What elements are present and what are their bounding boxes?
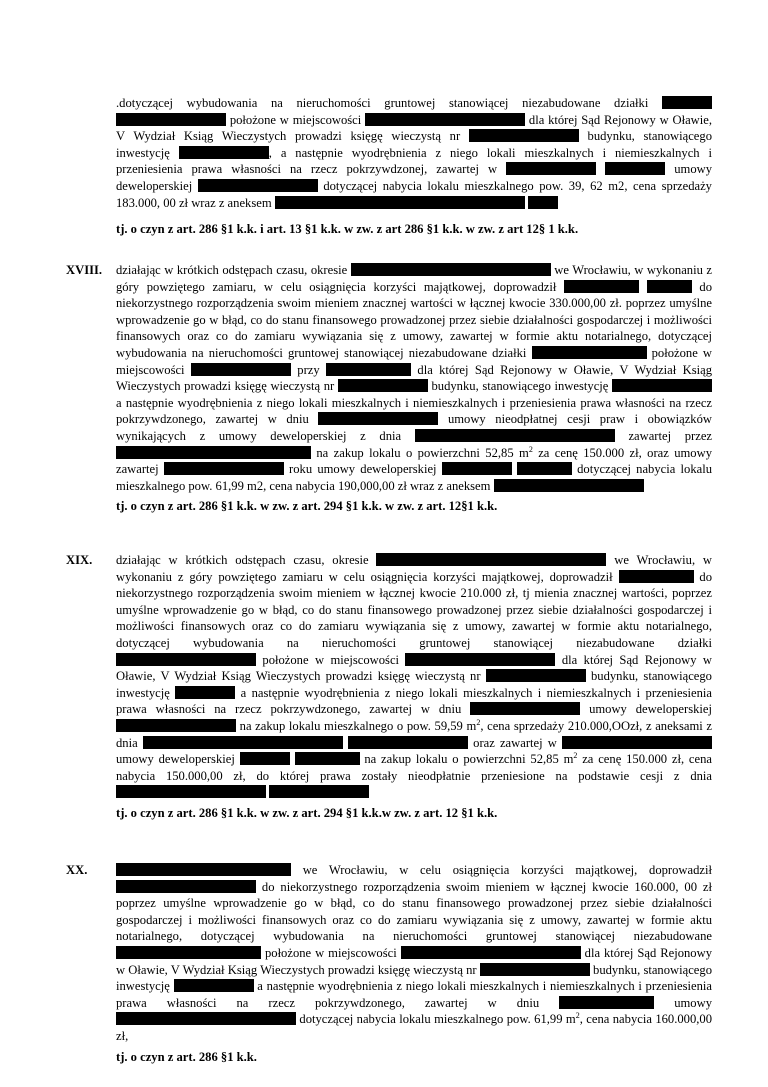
redaction (175, 686, 235, 699)
redaction (612, 379, 712, 392)
redaction (326, 363, 411, 376)
redaction (365, 113, 525, 126)
legal-charge: tj. o czyn z art. 286 §1 k.k. (116, 1049, 257, 1064)
redaction (269, 785, 369, 798)
count-number: XX. (66, 863, 88, 877)
redaction (179, 146, 269, 159)
redaction (415, 429, 615, 442)
redaction (494, 479, 644, 492)
redaction (240, 752, 290, 765)
legal-charge: tj. o czyn z art. 286 §1 k.k. w zw. z art. 294 §1 k.k. w zw. z art. 12§1 k.k. (116, 499, 498, 514)
redaction (647, 280, 692, 293)
intro-text: .dotyczącej wybudowania na nieruchomości gruntowej stanowiącej niezabudowane działki położone w miejscowości dla której Sąd Rejonowy w Oławie, V Wydział Ksiąg Wieczystych prowadzi księgę wieczystą nr budynku, stanowiącego inwestycję , a następnie wyodrębnienia z niego lokali mieszkalnych i niemieszkalnych i przeniesienia prawa własności na rzecz pokrzywdzonej, zawartej w umowy deweloperskiej dotyczącej nabycia lokalu mieszkalnego pow. 39, 62 m2, cena sprzedaży 183.000, 00 zł wraz z aneksem (116, 96, 713, 210)
redaction (470, 702, 580, 715)
redaction (442, 462, 512, 475)
redaction (116, 113, 226, 126)
redaction (532, 346, 647, 359)
redaction (318, 412, 438, 425)
redaction (351, 263, 551, 276)
redaction (506, 162, 596, 175)
redaction (619, 570, 694, 583)
redaction (116, 946, 261, 959)
intro-paragraph (116, 95, 712, 238)
legal-charge: tj. o czyn z art. 286 §1 k.k. w zw. z art. 294 §1 k.k.w zw. z art. 12 §1 k.k. (116, 805, 498, 820)
redaction (376, 553, 606, 566)
redaction (116, 719, 236, 732)
redaction (480, 963, 590, 976)
count-text: działając w krótkich odstępach czasu, okresie we Wrocławiu, w wykonaniu z góry powziętego zamiaru, w celu osiągnięcia korzyści majątkowej, doprowadził do niekorzystnego rozporządzenia swoim mieniem znacznej wartości w łącznej kwocie 330.000,00 zł. poprzez umyślne wprowadzenie go w błąd, co do stanu finansowego prowadzonej przez siebie działalności gospodarczej i możliwości finansowych oraz co do zamiaru wywiązania się z umowy, zawartej w formie aktu notarialnego, dotyczącej wybudowania na nieruchomości gruntowej stanowiącej niezabudowane działki położone w miejscowości przy dla której Sąd Rejonowy w Oławie, V Wydział Ksiąg Wieczystych prowadzi księgę wieczystą nr budynku, stanowiącego inwestycję a następnie wyodrębnienia z niego lokali mieszkalnych i niemieszkalnych i przeniesienia prawa własności na rzecz pokrzywdzonego, zawartej w dniu umowy nieodpłatnej cesji praw i obowiązków wynikających z umowy deweloperskiej z dnia zawartej przez na zakup lokalu o powierzchni 52,85 $m^2$ za cenę 150.000 zł, oraz umowy zawartej roku umowy deweloperskiej dotyczącej nabycia lokalu mieszkalnego pow. 61,99 m2, cena nabycia 190,000,00 zł wraz z aneksem (116, 263, 713, 493)
redaction (486, 669, 586, 682)
redaction (116, 653, 256, 666)
redaction (605, 162, 665, 175)
redaction (191, 363, 291, 376)
redaction (338, 379, 428, 392)
redaction (116, 446, 311, 459)
count-xix (66, 552, 712, 822)
redaction (116, 1012, 296, 1025)
redaction (517, 462, 572, 475)
redaction (559, 996, 654, 1009)
redaction (562, 736, 712, 749)
legal-charge: tj. o czyn z art. 286 §1 k.k. i art. 13 §1 k.k. w zw. z art 286 §1 k.k. w zw. z art 12§ 1 k.k. (116, 222, 579, 237)
redaction (662, 96, 712, 109)
redaction (469, 129, 579, 142)
redaction (348, 736, 468, 749)
redaction (405, 653, 555, 666)
redaction (295, 752, 360, 765)
redaction (164, 462, 284, 475)
redaction (528, 196, 558, 209)
redaction (116, 880, 256, 893)
count-xviii (66, 262, 712, 515)
redaction (143, 736, 343, 749)
count-number: XVIII. (66, 263, 103, 277)
redaction (174, 979, 254, 992)
count-number: XIX. (66, 553, 93, 567)
count-xx (66, 862, 712, 1065)
redaction (564, 280, 639, 293)
redaction (116, 863, 291, 876)
redaction (116, 785, 266, 798)
redaction (275, 196, 525, 209)
redaction (198, 179, 318, 192)
count-text: we Wrocławiu, w celu osiągnięcia korzyści majątkowej, doprowadził do niekorzystnego rozporządzenia swoim mieniem w łącznej kwocie 160.000, 00 zł poprzez umyślne wprowadzenie go w błąd, co do stanu finansowego prowadzonej przez siebie działalności gospodarczej i możliwości finansowych oraz co do zamiaru wywiązania się z umowy, zawartej w formie aktu notarialnego, dotyczącej wybudowania na nieruchomości gruntowej stanowiącej niezabudowane położone w miejscowości dla której Sąd Rejonowy w Oławie, V Wydział Ksiąg Wieczystych prowadzi księgę wieczystą nr budynku, stanowiącego inwestycję a następnie wyodrębnienia z niego lokali mieszkalnych i niemieszkalnych i przeniesienia prawa własności na rzecz pokrzywdzonego, zawartej w dniu umowy dotyczącej nabycia lokalu mieszkalnego pow. 61,99 $m^2$, cena nabycia 160.000,00 zł, (116, 863, 713, 1043)
redaction (401, 946, 581, 959)
count-text: działając w krótkich odstępach czasu, okresie we Wrocławiu, w wykonaniu z góry powziętego zamiaru w celu osiągnięcia korzyści majątkowej, doprowadził do niekorzystnego rozporządzenia swoim mieniem w łącznej kwocie 210.000 zł, tj mienia znacznej wartości, poprzez umyślne wprowadzenie go w błąd, co do stanu finansowego prowadzonej przez siebie działalności gospodarczej i możliwości finansowych oraz co do zamiaru wywiązania się z umowy, zawartej w formie aktu notarialnego, dotyczącej wybudowania na nieruchomości gruntowej stanowiącej niezabudowane działki położone w miejscowości dla której Sąd Rejonowy w Oławie, V Wydział Ksiąg Wieczystych prowadzi księgę wieczystą nr budynku, stanowiącego inwestycję a następnie wyodrębnienia z niego lokali mieszkalnych i niemieszkalnych i przeniesienia prawa własności na rzecz pokrzywdzonego, zawartej w dniu umowy deweloperskiej na zakup lokalu mieszkalnego o pow. 59,59 $m^2$, cena sprzedaży 210.000,OOzł, z aneksami z dnia oraz zawartej w umowy deweloperskiej na zakup lokalu o powierzchni 52,85 $m^2$ za cenę 150.000 zł, cena nabycia 150.000,00 zł, do której prawa zostały nieodpłatnie przeniesione na podstawie cesji z dnia (116, 552, 712, 801)
